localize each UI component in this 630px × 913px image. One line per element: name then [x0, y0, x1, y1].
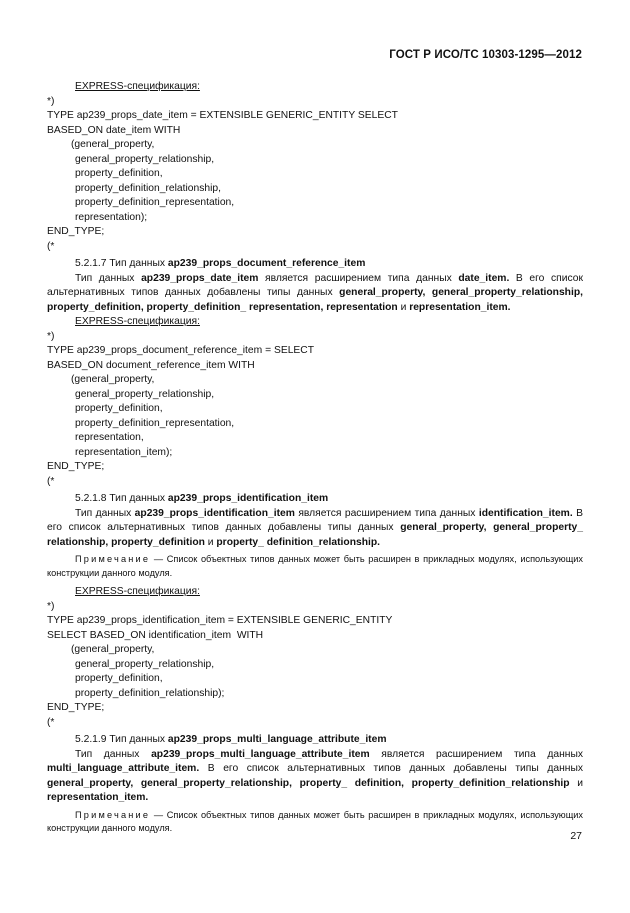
- select-item: property_definition,: [75, 168, 163, 179]
- section-heading-5-2-1-8: 5.2.1.8 Тип данных ap239_props_identification_item: [75, 493, 329, 504]
- note-text: — Список объектных типов данных может быть расширен в прикладных модулях, использующих конструкции данного модуля.: [47, 554, 583, 578]
- end-type: END_TYPE;: [47, 702, 105, 713]
- type-declaration: TYPE ap239_props_document_reference_item = SELECT: [47, 345, 315, 356]
- express-spec-label: EXPRESS-спецификация:: [75, 81, 200, 92]
- express-spec-label: EXPRESS-спецификация:: [75, 316, 200, 327]
- type-declaration: TYPE ap239_props_date_item = EXTENSIBLE GENERIC_ENTITY SELECT: [47, 110, 398, 121]
- note: [47, 809, 583, 836]
- based-on-clause: SELECT BASED_ON identification_item WITH: [47, 629, 264, 641]
- select-item: general_property_relationship,: [75, 658, 215, 670]
- select-item: property_definition_representation,: [75, 197, 235, 208]
- select-item: general_property_relationship,: [75, 388, 215, 400]
- select-item: property_definition_relationship);: [75, 687, 225, 699]
- comment-close: *): [47, 330, 55, 342]
- end-type: END_TYPE;: [47, 461, 105, 472]
- select-item: property_definition,: [75, 403, 163, 414]
- note-text: — Список объектных типов данных может быть расширен в прикладных модулях, использующих конструкции данного модуля.: [47, 809, 583, 833]
- select-item: (general_property,: [71, 644, 155, 655]
- select-item: representation);: [75, 211, 148, 223]
- based-on-clause: BASED_ON date_item WITH: [47, 124, 181, 136]
- note: [47, 553, 583, 580]
- page-number: 27: [570, 830, 582, 842]
- section-heading-5-2-1-9: 5.2.1.9 Тип данных ap239_props_multi_language_attribute_item: [75, 734, 387, 745]
- select-item: general_property_relationship,: [75, 153, 215, 165]
- select-item: representation,: [75, 432, 144, 443]
- comment-open: (*: [47, 475, 55, 487]
- page-content: [47, 80, 583, 841]
- end-type: END_TYPE;: [47, 226, 105, 237]
- comment-open: (*: [47, 716, 55, 728]
- section-paragraph-5-2-1-8: Тип данных ap239_props_identification_item является расширением типа данных identification_item. В его список альтернативных типов данных добавлены типы данных general_property, general_property_ relationship, property_definition и property_ definition_relationship.: [47, 507, 583, 548]
- comment-close: *): [47, 95, 55, 107]
- document-header: ГОСТ Р ИСО/ТС 10303-1295—2012: [389, 49, 582, 61]
- express-spec-label: EXPRESS-спецификация:: [75, 586, 200, 597]
- select-item: property_definition,: [75, 673, 163, 684]
- type-declaration: TYPE ap239_props_identification_item = EXTENSIBLE GENERIC_ENTITY: [47, 615, 393, 626]
- section-heading-5-2-1-7: 5.2.1.7 Тип данных ap239_props_document_reference_item: [75, 258, 366, 269]
- comment-close: *): [47, 600, 55, 612]
- based-on-clause: BASED_ON document_reference_item WITH: [47, 359, 255, 371]
- select-item: property_definition_representation,: [75, 417, 235, 429]
- section-paragraph-5-2-1-9: Тип данных ap239_props_multi_language_attribute_item является расширением типа данных multi_language_attribute_item. В его список альтернативных типов данных добавлены типы данных general_property, general_property_relationship, property_ definition, property_definition_relationship и representation_item.: [47, 748, 583, 803]
- select-item: (general_property,: [71, 374, 155, 385]
- select-item: (general_property,: [71, 139, 155, 150]
- note-label: Примечание: [75, 809, 151, 820]
- note-label: Примечание: [75, 554, 151, 564]
- select-item: property_definition_relationship,: [75, 182, 221, 194]
- comment-open: (*: [47, 240, 55, 252]
- select-item: representation_item);: [75, 446, 173, 458]
- section-paragraph-5-2-1-7: Тип данных ap239_props_date_item является расширением типа данных date_item. В его список альтернативных типов данных добавлены типы данных general_property, general_property_relationship, property_definition, property_definition_ representation, representation и representation_item.: [47, 272, 584, 313]
